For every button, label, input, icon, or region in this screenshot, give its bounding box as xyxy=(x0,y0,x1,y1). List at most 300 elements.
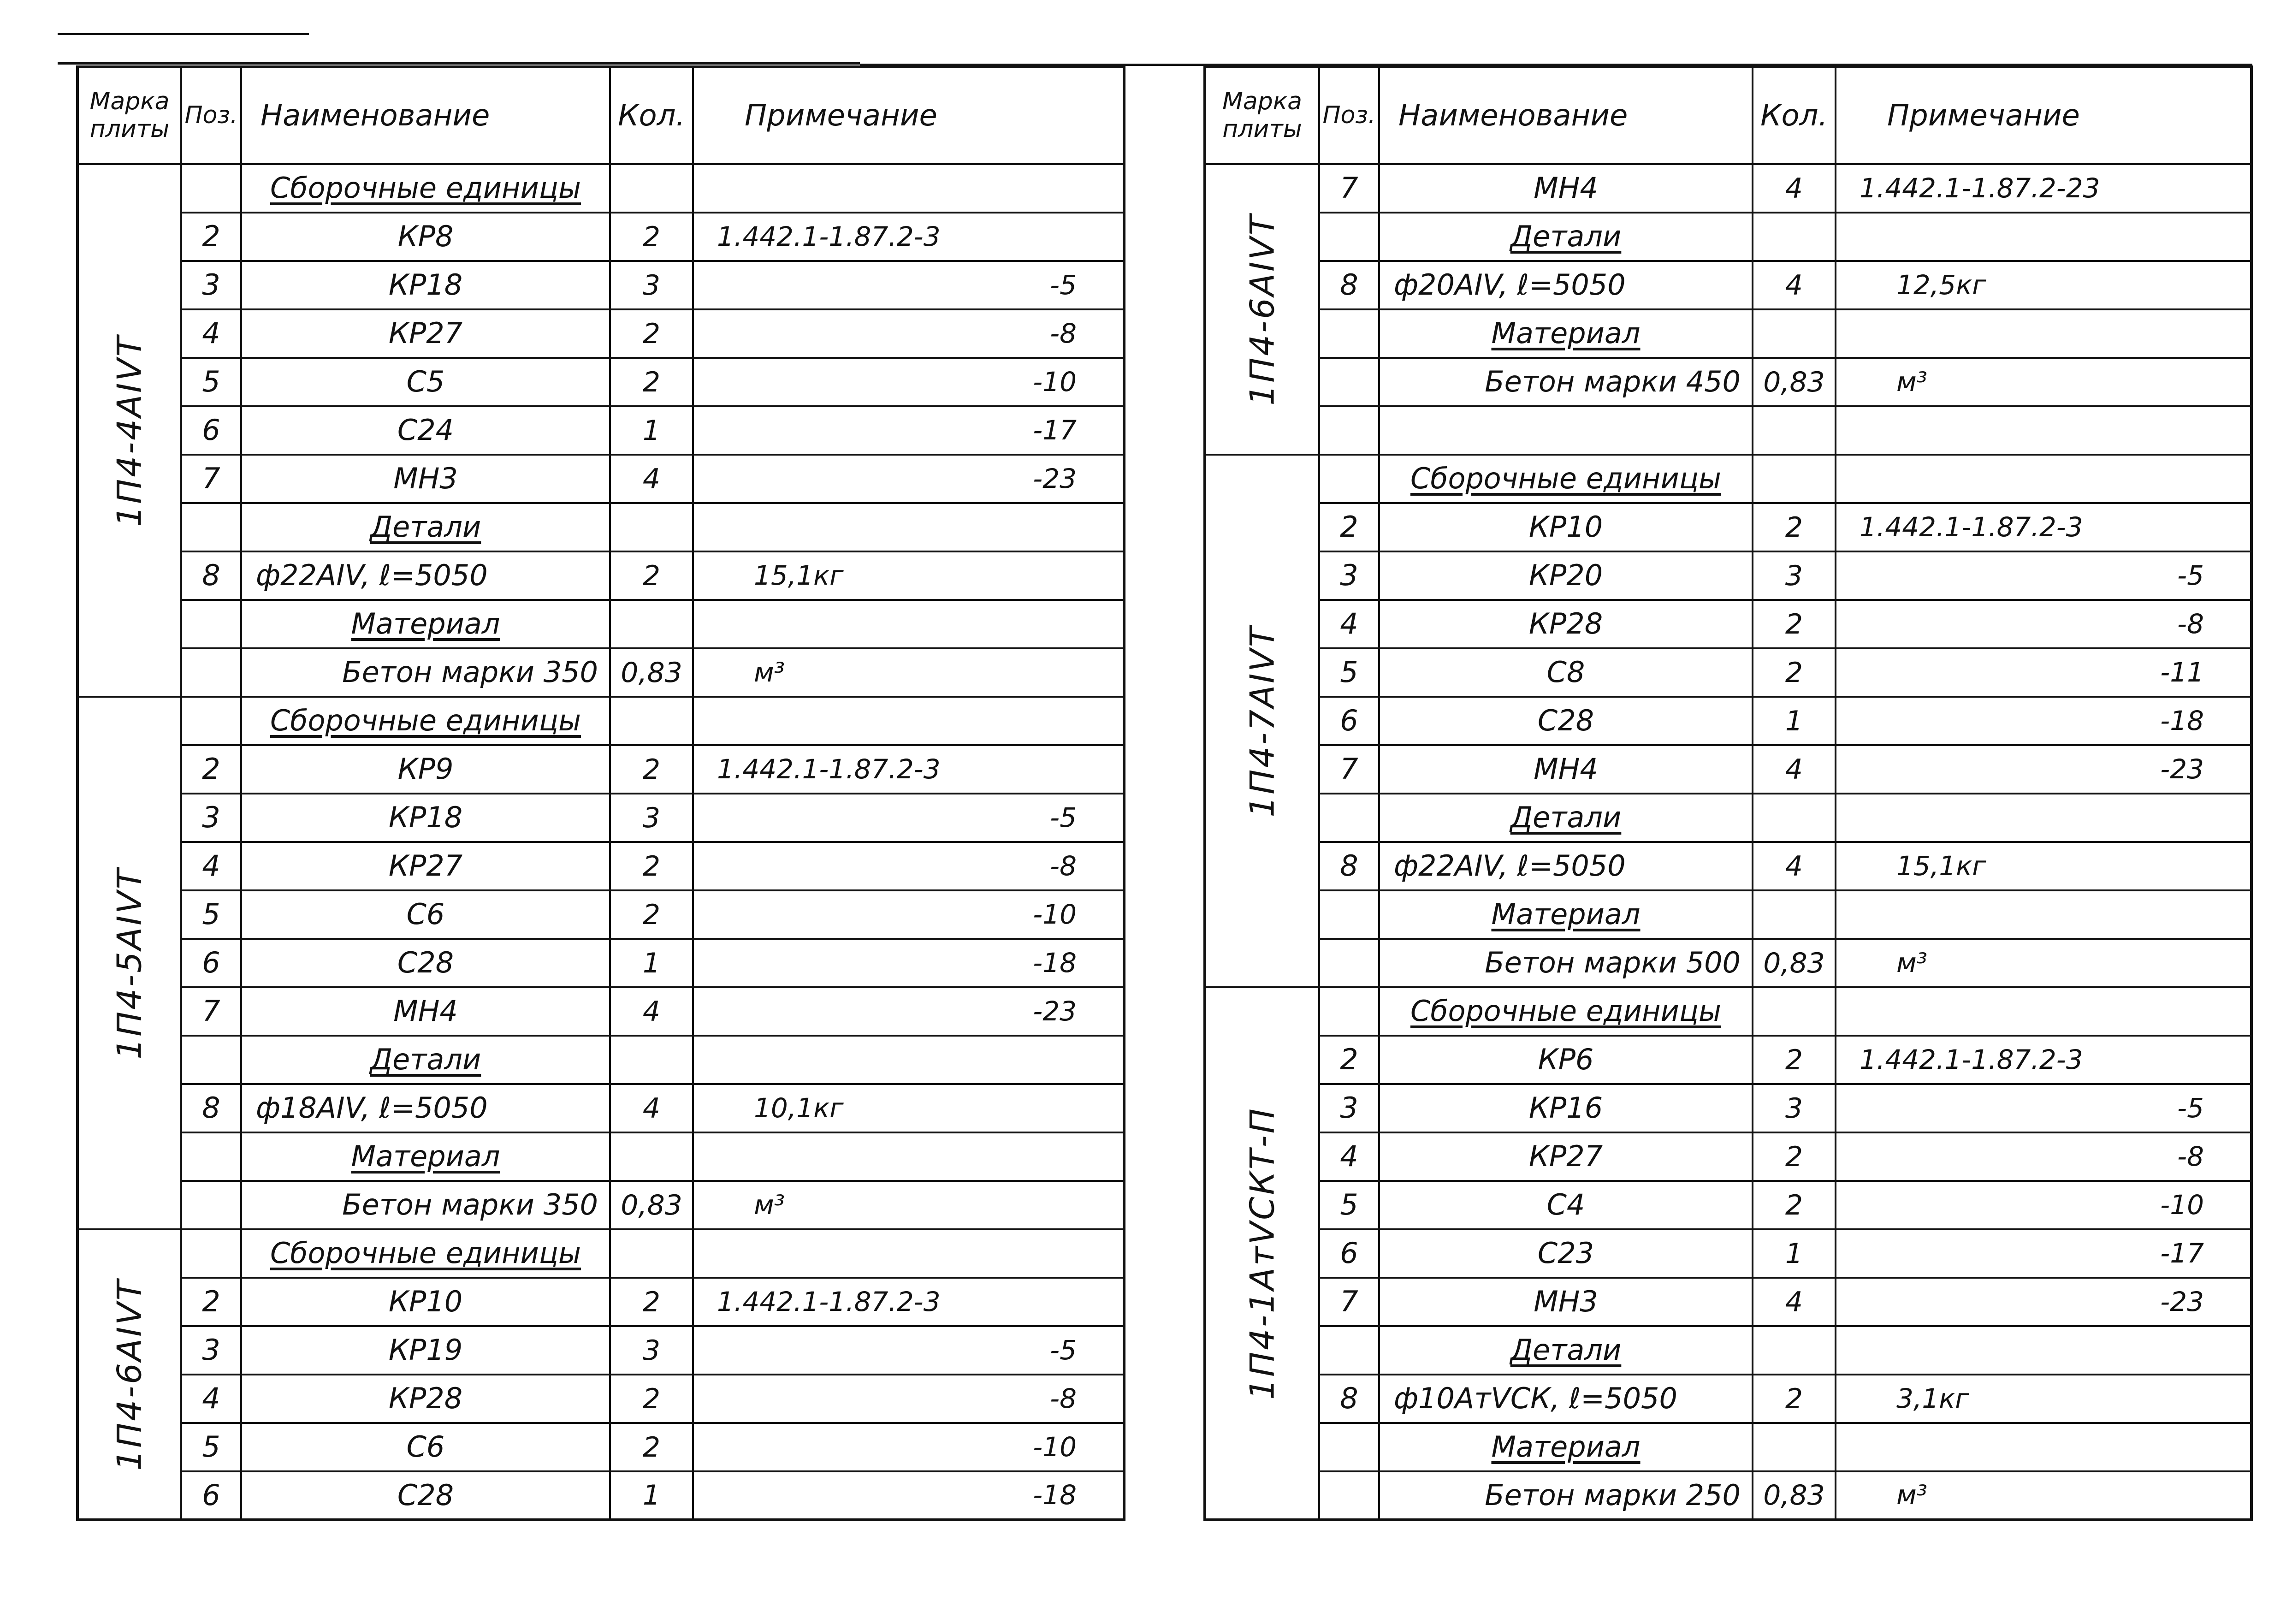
note-cell: 1.442.1-1.87.2-3 xyxy=(693,1278,1124,1326)
note-cell: 15,1кг xyxy=(693,551,1124,600)
note-cell: -23 xyxy=(693,455,1124,503)
position-cell: 3 xyxy=(181,1326,241,1375)
note-cell: -17 xyxy=(1836,1229,2251,1278)
name-cell: МН4 xyxy=(1379,164,1753,213)
position-cell: 2 xyxy=(1319,1036,1379,1084)
quantity-cell: 3 xyxy=(610,794,693,842)
section-heading: Материал xyxy=(241,1132,610,1181)
column-header-pos: Поз. xyxy=(181,67,241,164)
position-cell: 5 xyxy=(181,1423,241,1471)
name-cell: Бетон марки 350 xyxy=(241,1181,610,1229)
specification-table-left xyxy=(76,65,1125,1521)
quantity-cell: 2 xyxy=(610,1375,693,1423)
note-cell xyxy=(693,697,1124,745)
note-cell: -23 xyxy=(1836,745,2251,794)
quantity-cell: 2 xyxy=(610,358,693,406)
note-cell: -17 xyxy=(693,406,1124,455)
position-cell: 7 xyxy=(181,455,241,503)
table-row xyxy=(1205,842,2251,890)
table-row xyxy=(77,358,1124,406)
position-cell: 2 xyxy=(181,745,241,794)
quantity-cell: 4 xyxy=(1753,164,1836,213)
name-cell: Бетон марки 500 xyxy=(1379,939,1753,987)
quantity-cell xyxy=(1753,455,1836,503)
quantity-cell: 2 xyxy=(610,842,693,890)
quantity-cell: 0,83 xyxy=(610,1181,693,1229)
name-cell: МН3 xyxy=(1379,1278,1753,1326)
position-cell: 7 xyxy=(181,987,241,1036)
position-cell xyxy=(1319,213,1379,261)
note-cell: -8 xyxy=(693,309,1124,358)
table-row xyxy=(1205,164,2251,213)
position-cell: 7 xyxy=(1319,745,1379,794)
column-header-qty: Кол. xyxy=(610,67,693,164)
position-cell xyxy=(181,1036,241,1084)
position-cell xyxy=(1319,794,1379,842)
note-cell xyxy=(693,164,1124,213)
position-cell xyxy=(1319,987,1379,1036)
table-row xyxy=(77,890,1124,939)
plate-mark-cell xyxy=(77,164,181,697)
quantity-cell: 0,83 xyxy=(610,648,693,697)
position-cell xyxy=(181,1181,241,1229)
position-cell: 4 xyxy=(181,309,241,358)
quantity-cell: 1 xyxy=(610,406,693,455)
quantity-cell: 2 xyxy=(1753,1132,1836,1181)
name-cell: ф22АIV, ℓ=5050 xyxy=(241,551,610,600)
section-heading: Сборочные единицы xyxy=(1379,987,1753,1036)
table-row xyxy=(77,164,1124,213)
section-heading: Материал xyxy=(1379,1423,1753,1471)
note-cell: 1.442.1-1.87.2-23 xyxy=(1836,164,2251,213)
note-cell xyxy=(1836,987,2251,1036)
quantity-cell xyxy=(1753,309,1836,358)
table-row xyxy=(1205,1326,2251,1375)
name-cell: МН4 xyxy=(1379,745,1753,794)
section-heading: Сборочные единицы xyxy=(241,164,610,213)
name-cell: С8 xyxy=(1379,648,1753,697)
name-cell: С28 xyxy=(241,939,610,987)
table-row xyxy=(77,1423,1124,1471)
table-row xyxy=(1205,455,2251,503)
note-cell: 1.442.1-1.87.2-3 xyxy=(1836,503,2251,551)
name-cell: КР27 xyxy=(241,309,610,358)
position-cell: 8 xyxy=(181,551,241,600)
note-cell xyxy=(1836,794,2251,842)
plate-mark-cell xyxy=(77,1229,181,1520)
table-row xyxy=(77,503,1124,551)
position-cell: 6 xyxy=(1319,1229,1379,1278)
name-cell: КР27 xyxy=(1379,1132,1753,1181)
table-row xyxy=(1205,1278,2251,1326)
note-cell: м³ xyxy=(693,648,1124,697)
position-cell: 2 xyxy=(181,1278,241,1326)
table-row xyxy=(1205,213,2251,261)
note-cell: -5 xyxy=(693,794,1124,842)
table-row xyxy=(1205,406,2251,455)
position-cell: 5 xyxy=(1319,1181,1379,1229)
table-row xyxy=(1205,890,2251,939)
table-row xyxy=(77,455,1124,503)
position-cell: 8 xyxy=(1319,261,1379,309)
table-row xyxy=(1205,1181,2251,1229)
note-cell xyxy=(693,600,1124,648)
position-cell: 6 xyxy=(181,1471,241,1520)
note-cell: м³ xyxy=(1836,358,2251,406)
table-row xyxy=(1205,1471,2251,1520)
table-row xyxy=(77,987,1124,1036)
position-cell: 7 xyxy=(1319,164,1379,213)
table-row xyxy=(1205,697,2251,745)
plate-mark-label: 1П4-6АIVТ xyxy=(110,1278,149,1471)
quantity-cell: 0,83 xyxy=(1753,358,1836,406)
table-row xyxy=(1205,358,2251,406)
note-cell: 3,1кг xyxy=(1836,1375,2251,1423)
name-cell: Бетон марки 450 xyxy=(1379,358,1753,406)
name-cell: С5 xyxy=(241,358,610,406)
quantity-cell xyxy=(610,697,693,745)
name-cell: КР18 xyxy=(241,794,610,842)
table-row xyxy=(1205,551,2251,600)
name-cell: КР6 xyxy=(1379,1036,1753,1084)
note-cell xyxy=(1836,890,2251,939)
name-cell: С6 xyxy=(241,1423,610,1471)
table-row xyxy=(77,939,1124,987)
quantity-cell xyxy=(1753,987,1836,1036)
table-row xyxy=(1205,1036,2251,1084)
column-header-pos: Поз. xyxy=(1319,67,1379,164)
note-cell: 1.442.1-1.87.2-3 xyxy=(1836,1036,2251,1084)
position-cell xyxy=(1319,939,1379,987)
quantity-cell: 1 xyxy=(1753,1229,1836,1278)
note-cell xyxy=(1836,406,2251,455)
note-cell: -10 xyxy=(693,1423,1124,1471)
table-header-row xyxy=(1205,67,2251,164)
table-row xyxy=(77,648,1124,697)
table-row xyxy=(1205,1423,2251,1471)
note-cell: -18 xyxy=(693,1471,1124,1520)
note-cell xyxy=(693,503,1124,551)
note-cell: -10 xyxy=(693,890,1124,939)
name-cell: КР10 xyxy=(1379,503,1753,551)
table-row xyxy=(77,1229,1124,1278)
table-row xyxy=(1205,648,2251,697)
name-cell xyxy=(1379,406,1753,455)
quantity-cell: 1 xyxy=(610,1471,693,1520)
note-cell: 12,5кг xyxy=(1836,261,2251,309)
position-cell xyxy=(1319,358,1379,406)
name-cell: КР16 xyxy=(1379,1084,1753,1132)
name-cell: С4 xyxy=(1379,1181,1753,1229)
column-header-mark: Марка плиты xyxy=(77,67,181,164)
name-cell: КР28 xyxy=(241,1375,610,1423)
name-cell: КР18 xyxy=(241,261,610,309)
table-row xyxy=(1205,987,2251,1036)
note-cell: -5 xyxy=(693,261,1124,309)
quantity-cell: 0,83 xyxy=(1753,939,1836,987)
quantity-cell xyxy=(610,1036,693,1084)
note-cell xyxy=(693,1132,1124,1181)
quantity-cell: 4 xyxy=(1753,842,1836,890)
position-cell xyxy=(1319,309,1379,358)
table-row xyxy=(77,600,1124,648)
quantity-cell: 0,83 xyxy=(1753,1471,1836,1520)
table-row xyxy=(1205,745,2251,794)
note-cell: м³ xyxy=(693,1181,1124,1229)
name-cell: КР20 xyxy=(1379,551,1753,600)
name-cell: МН4 xyxy=(241,987,610,1036)
column-header-note: Примечание xyxy=(1836,67,2251,164)
note-cell: -8 xyxy=(693,842,1124,890)
position-cell: 3 xyxy=(1319,551,1379,600)
frame-corner-line xyxy=(58,33,309,35)
quantity-cell: 2 xyxy=(1753,1375,1836,1423)
table-row xyxy=(77,842,1124,890)
table-row xyxy=(1205,503,2251,551)
quantity-cell: 4 xyxy=(610,987,693,1036)
position-cell xyxy=(1319,406,1379,455)
table-row xyxy=(77,1084,1124,1132)
note-cell: 1.442.1-1.87.2-3 xyxy=(693,213,1124,261)
specification-table-right xyxy=(1203,65,2253,1521)
position-cell: 7 xyxy=(1319,1278,1379,1326)
note-cell: м³ xyxy=(1836,1471,2251,1520)
name-cell: КР8 xyxy=(241,213,610,261)
quantity-cell: 2 xyxy=(610,745,693,794)
plate-mark-cell xyxy=(1205,455,1319,987)
position-cell xyxy=(1319,1423,1379,1471)
note-cell: 10,1кг xyxy=(693,1084,1124,1132)
position-cell xyxy=(181,697,241,745)
section-heading: Детали xyxy=(241,1036,610,1084)
position-cell xyxy=(1319,455,1379,503)
note-cell: -8 xyxy=(693,1375,1124,1423)
name-cell: МН3 xyxy=(241,455,610,503)
note-cell xyxy=(1836,455,2251,503)
name-cell: ф10АтVСК, ℓ=5050 xyxy=(1379,1375,1753,1423)
table-row xyxy=(1205,1132,2251,1181)
quantity-cell: 2 xyxy=(1753,648,1836,697)
quantity-cell: 4 xyxy=(1753,261,1836,309)
note-cell xyxy=(1836,213,2251,261)
section-heading: Материал xyxy=(241,600,610,648)
note-cell xyxy=(1836,1326,2251,1375)
position-cell: 3 xyxy=(1319,1084,1379,1132)
quantity-cell: 4 xyxy=(610,1084,693,1132)
position-cell: 2 xyxy=(1319,503,1379,551)
quantity-cell: 2 xyxy=(610,1423,693,1471)
table-row xyxy=(1205,939,2251,987)
position-cell xyxy=(1319,890,1379,939)
quantity-cell: 2 xyxy=(610,890,693,939)
table-row xyxy=(77,406,1124,455)
table-row xyxy=(77,1375,1124,1423)
name-cell: ф22АIV, ℓ=5050 xyxy=(1379,842,1753,890)
position-cell: 8 xyxy=(1319,1375,1379,1423)
table-row xyxy=(77,1471,1124,1520)
section-heading: Материал xyxy=(1379,890,1753,939)
note-cell: -5 xyxy=(1836,1084,2251,1132)
section-heading: Детали xyxy=(241,503,610,551)
quantity-cell: 4 xyxy=(1753,745,1836,794)
name-cell: С28 xyxy=(1379,697,1753,745)
note-cell: -10 xyxy=(1836,1181,2251,1229)
column-header-name: Наименование xyxy=(1379,67,1753,164)
table-row xyxy=(77,697,1124,745)
position-cell: 3 xyxy=(181,261,241,309)
quantity-cell xyxy=(1753,213,1836,261)
name-cell: С23 xyxy=(1379,1229,1753,1278)
quantity-cell xyxy=(610,503,693,551)
name-cell: КР19 xyxy=(241,1326,610,1375)
name-cell: ф20АIV, ℓ=5050 xyxy=(1379,261,1753,309)
position-cell: 6 xyxy=(181,406,241,455)
table-row xyxy=(77,1278,1124,1326)
table-row xyxy=(1205,600,2251,648)
plate-mark-label: 1П4-5АIVТ xyxy=(110,866,149,1060)
name-cell: С28 xyxy=(241,1471,610,1520)
table-row xyxy=(77,309,1124,358)
section-heading: Сборочные единицы xyxy=(1379,455,1753,503)
plate-mark-label: 1П4-4АIVТ xyxy=(110,334,149,527)
note-cell: -23 xyxy=(693,987,1124,1036)
table-row xyxy=(77,1036,1124,1084)
note-cell: м³ xyxy=(1836,939,2251,987)
quantity-cell: 2 xyxy=(1753,1181,1836,1229)
plate-mark-label: 1П4-6АIVТ xyxy=(1242,213,1281,406)
quantity-cell xyxy=(1753,794,1836,842)
note-cell: -10 xyxy=(693,358,1124,406)
name-cell: С6 xyxy=(241,890,610,939)
plate-mark-label: 1П4-1АтVСКТ-П xyxy=(1242,1107,1281,1400)
position-cell: 8 xyxy=(181,1084,241,1132)
quantity-cell: 2 xyxy=(1753,600,1836,648)
table-row xyxy=(77,213,1124,261)
position-cell: 4 xyxy=(181,842,241,890)
position-cell: 6 xyxy=(1319,697,1379,745)
note-cell: -5 xyxy=(1836,551,2251,600)
position-cell: 3 xyxy=(181,794,241,842)
quantity-cell: 2 xyxy=(610,213,693,261)
quantity-cell xyxy=(1753,1423,1836,1471)
note-cell: -18 xyxy=(693,939,1124,987)
section-heading: Материал xyxy=(1379,309,1753,358)
name-cell: КР27 xyxy=(241,842,610,890)
name-cell: С24 xyxy=(241,406,610,455)
name-cell: Бетон марки 350 xyxy=(241,648,610,697)
position-cell: 8 xyxy=(1319,842,1379,890)
quantity-cell: 4 xyxy=(1753,1278,1836,1326)
quantity-cell xyxy=(610,164,693,213)
table-row xyxy=(77,1181,1124,1229)
table-row xyxy=(77,794,1124,842)
table-row xyxy=(1205,1084,2251,1132)
section-heading: Сборочные единицы xyxy=(241,697,610,745)
name-cell: КР28 xyxy=(1379,600,1753,648)
quantity-cell xyxy=(1753,890,1836,939)
note-cell: -8 xyxy=(1836,600,2251,648)
quantity-cell xyxy=(1753,1326,1836,1375)
position-cell xyxy=(181,1229,241,1278)
quantity-cell: 2 xyxy=(610,551,693,600)
position-cell: 5 xyxy=(181,358,241,406)
quantity-cell xyxy=(1753,406,1836,455)
table-header-row xyxy=(77,67,1124,164)
note-cell: -8 xyxy=(1836,1132,2251,1181)
quantity-cell: 1 xyxy=(1753,697,1836,745)
section-heading: Сборочные единицы xyxy=(241,1229,610,1278)
table-row xyxy=(1205,261,2251,309)
plate-mark-cell xyxy=(1205,987,1319,1520)
position-cell xyxy=(1319,1471,1379,1520)
position-cell xyxy=(181,503,241,551)
table-row xyxy=(77,1326,1124,1375)
position-cell xyxy=(181,1132,241,1181)
table-row xyxy=(77,745,1124,794)
quantity-cell: 3 xyxy=(610,261,693,309)
name-cell: ф18АIV, ℓ=5050 xyxy=(241,1084,610,1132)
note-cell xyxy=(1836,1423,2251,1471)
quantity-cell xyxy=(610,600,693,648)
position-cell xyxy=(181,164,241,213)
section-heading: Детали xyxy=(1379,794,1753,842)
position-cell: 5 xyxy=(181,890,241,939)
table-row xyxy=(77,261,1124,309)
note-cell: 1.442.1-1.87.2-3 xyxy=(693,745,1124,794)
table-row xyxy=(77,1132,1124,1181)
note-cell xyxy=(1836,309,2251,358)
column-header-name: Наименование xyxy=(241,67,610,164)
quantity-cell: 4 xyxy=(610,455,693,503)
position-cell: 6 xyxy=(181,939,241,987)
table-row xyxy=(1205,1375,2251,1423)
quantity-cell xyxy=(610,1132,693,1181)
note-cell: -18 xyxy=(1836,697,2251,745)
quantity-cell: 3 xyxy=(1753,1084,1836,1132)
name-cell: КР9 xyxy=(241,745,610,794)
plate-mark-cell xyxy=(77,697,181,1229)
position-cell: 4 xyxy=(1319,1132,1379,1181)
position-cell: 2 xyxy=(181,213,241,261)
position-cell: 4 xyxy=(1319,600,1379,648)
column-header-note: Примечание xyxy=(693,67,1124,164)
plate-mark-label: 1П4-7АIVТ xyxy=(1242,624,1281,818)
position-cell: 4 xyxy=(181,1375,241,1423)
quantity-cell: 2 xyxy=(1753,503,1836,551)
quantity-cell: 2 xyxy=(610,309,693,358)
note-cell xyxy=(693,1229,1124,1278)
note-cell xyxy=(693,1036,1124,1084)
table-row xyxy=(1205,309,2251,358)
section-heading: Детали xyxy=(1379,213,1753,261)
table-row xyxy=(1205,1229,2251,1278)
position-cell xyxy=(181,600,241,648)
note-cell: -5 xyxy=(693,1326,1124,1375)
table-row xyxy=(77,551,1124,600)
quantity-cell: 1 xyxy=(610,939,693,987)
plate-mark-cell xyxy=(1205,164,1319,455)
quantity-cell: 3 xyxy=(610,1326,693,1375)
position-cell: 5 xyxy=(1319,648,1379,697)
name-cell: Бетон марки 250 xyxy=(1379,1471,1753,1520)
table-row xyxy=(1205,794,2251,842)
quantity-cell: 2 xyxy=(1753,1036,1836,1084)
section-heading: Детали xyxy=(1379,1326,1753,1375)
note-cell: 15,1кг xyxy=(1836,842,2251,890)
quantity-cell: 2 xyxy=(610,1278,693,1326)
position-cell xyxy=(181,648,241,697)
quantity-cell: 3 xyxy=(1753,551,1836,600)
